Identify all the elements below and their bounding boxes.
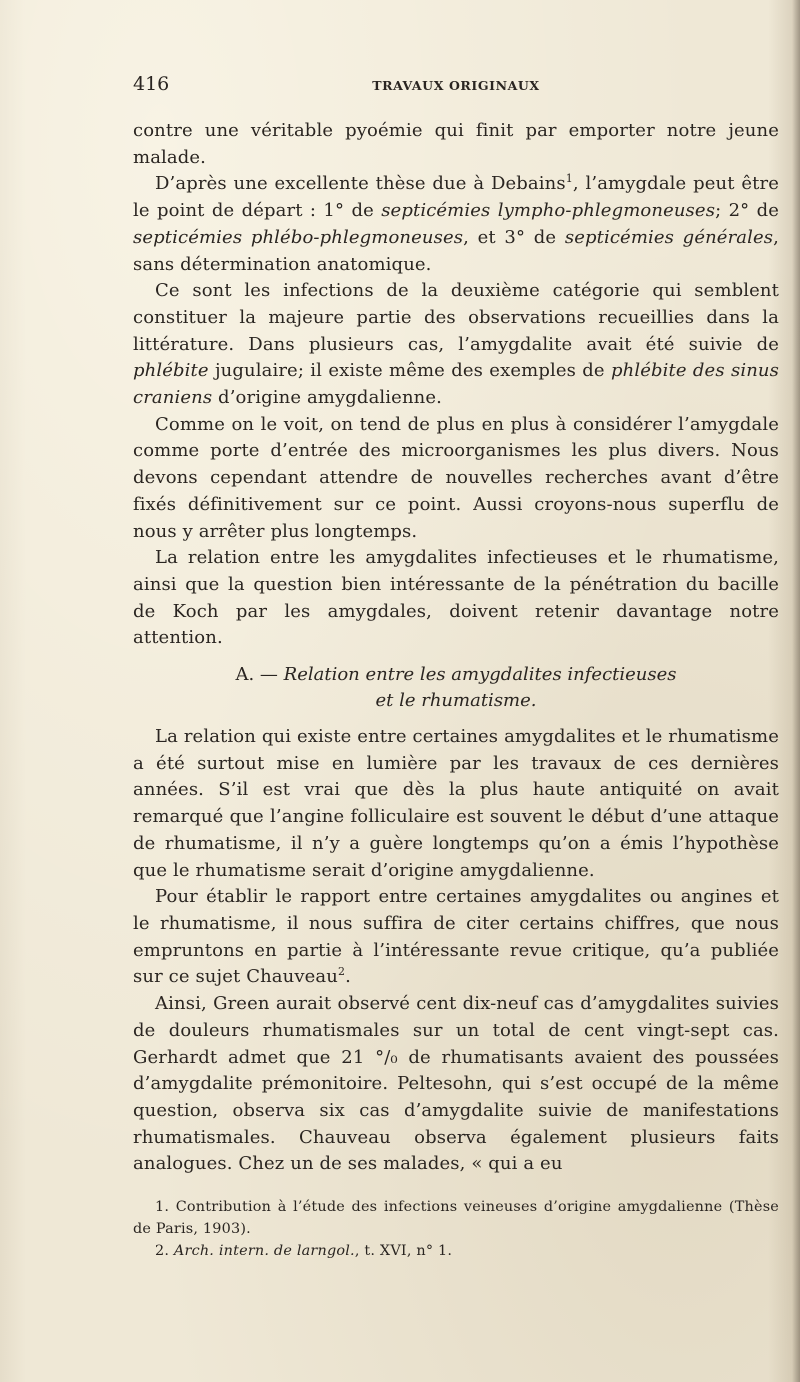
running-title: TRAVAUX ORIGINAUX — [372, 78, 540, 93]
paragraph-1: contre une véritable pyoémie qui finit par emporter notre jeune malade. — [133, 120, 779, 168]
page-number: 416 — [133, 73, 170, 95]
paragraph-6: La relation qui existe entre certaines amygdalites et le rhumatisme a été surtout mise en lumière par les travaux de ces dernières années. S’il est vrai que dès la plus haute antiquité on avait remarqué que l’angine folliculaire est souvent le début d’une attaque de rhumatisme, il n’y a guère longtemps qu’on a émis l’hypothèse que le rhumatisme serait d’origine amygdalienne. — [133, 726, 779, 881]
section-label: A. — — [235, 664, 284, 686]
page-edge-shadow — [792, 0, 800, 1382]
section-heading — [133, 662, 779, 714]
paragraph-5: La relation entre les amygdalites infectieuses et le rhumatisme, ainsi que la question bien intéressante de la pénétration du bacille de Koch par les amygdales, doivent retenir davantage notre attention. — [133, 547, 779, 649]
running-head — [133, 70, 779, 104]
footnote-2: 2. Arch. intern. de larngol., t. XVI, n° 1. — [155, 1243, 453, 1260]
paragraph-3: Ce sont les infections de la deuxième catégorie qui semblent constituer la majeure partie des observations recueillies dans la littérature. Dans plusieurs cas, l’amygdalite avait été suivie de phlébite jugulaire; il existe même des exemples de phlébite des sinus craniens d’origine amygdalienne. — [133, 280, 779, 409]
paragraph-2: D’après une excellente thèse due à Debains$^1$, l’amygdale peut être le point de départ : 1° de septicémies lympho-phlegmoneuses; 2° de septicémies phlébo-phlegmoneuses, et 3° de septicémies générales, sans détermination anatomique. — [133, 172, 780, 275]
paragraph-7: Pour établir le rapport entre certaines amygdalites ou angines et le rhumatisme, il nous suffira de citer certains chiffres, que nous empruntons en partie à l’intéressante revue critique, qu’a publiée sur ce sujet Chauveau$^2$. — [133, 886, 779, 988]
paragraph-8: Ainsi, Green aurait observé cent dix-neuf cas d’amygdalites suivies de douleurs rhumatismales sur un total de cent vingt-sept cas. Gerhardt admet que 21 °/₀ de rhumatisants avaient des poussées d’amygdalite prémonitoire. Peltesohn, qui s’est occupé de la même question, observa six cas d’amygdalite suivie de manifestations rhumatismales. Chauveau observa également plusieurs faits analogues. Chez un de ses malades, « qui a eu — [133, 993, 779, 1175]
body-text — [133, 118, 779, 1178]
footnotes — [133, 1196, 779, 1262]
section-title-line-1: Relation entre les amygdalites infectieuses — [283, 664, 677, 686]
section-title-line-2: et le rhumatisme. — [375, 690, 537, 712]
document-page — [133, 70, 779, 1262]
footnote-ref-1[interactable]: 1 — [565, 172, 573, 186]
footnote-ref-2[interactable]: 2 — [338, 965, 346, 979]
paragraph-4: Comme on le voit, on tend de plus en plus à considérer l’amygdale comme porte d’entrée des microorganismes les plus divers. Nous devons cependant attendre de nouvelles recherches avant d’être fixés définitivement sur ce point. Aussi croyons-nous superflu de nous y arrêter plus longtemps. — [133, 413, 779, 542]
footnote-1: 1. Contribution à l’étude des infections veineuses d’origine amygdalienne (Thèse de Paris, 1903). — [133, 1199, 779, 1238]
